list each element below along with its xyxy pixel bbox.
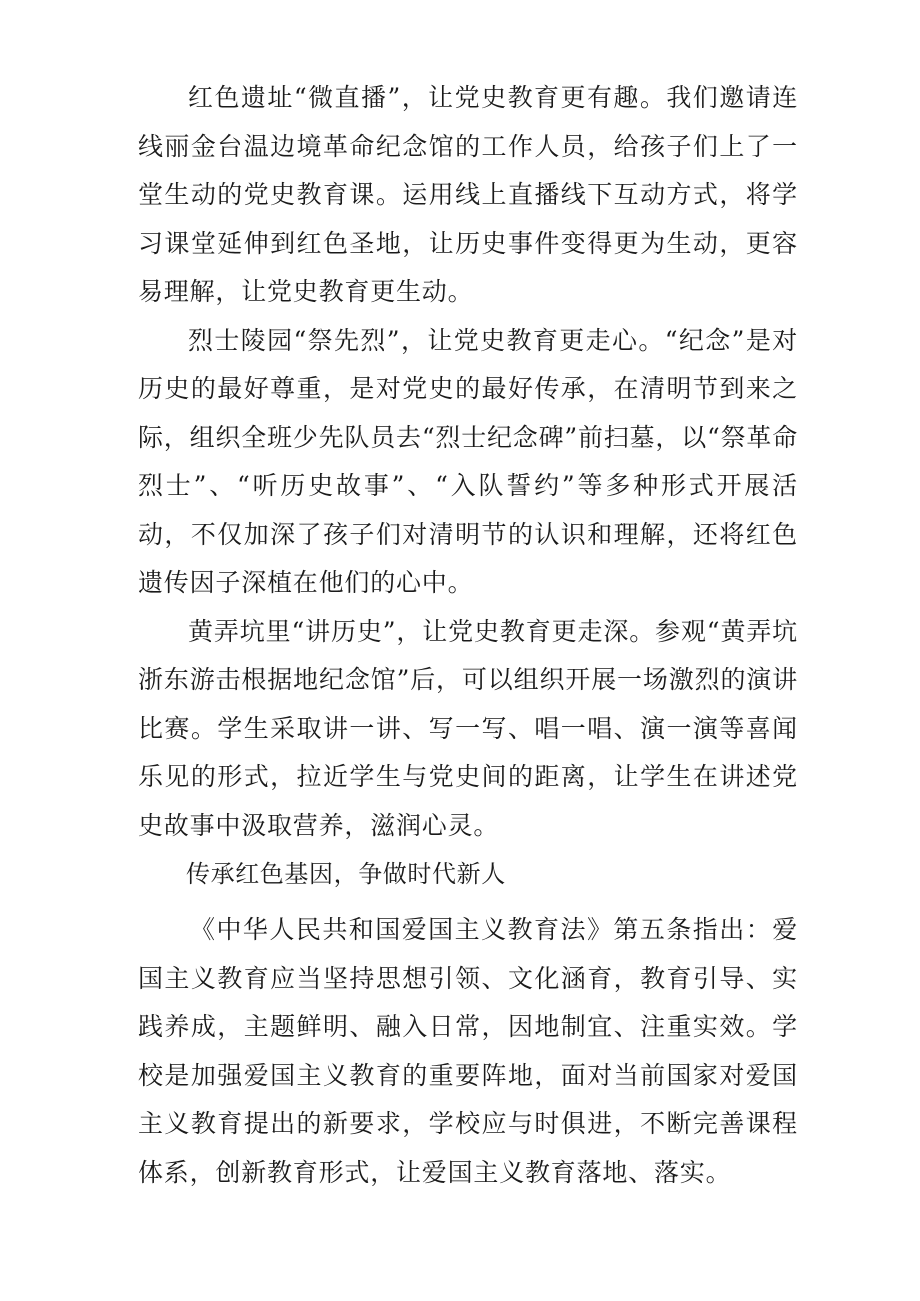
paragraph-red-site-live: 红色遗址“微直播”，让党史教育更有趣。我们邀请连线丽金台温边境革命纪念馆的工作人员，给孩子们上了一堂生动的党史教育课。运用线上直播线下互动方式，将学习课堂延伸到红色圣地，让历史事件变得更为生动，更容易理解，让党史教育更生动。 <box>138 83 798 306</box>
section-heading: 传承红色基因，争做时代新人 <box>186 860 506 888</box>
document-body <box>138 74 798 1197</box>
paragraph-martyrs-cemetery: 烈士陵园“祭先烈”，让党史教育更走心。“纪念”是对历史的最好尊重，是对党史的最好传承，在清明节到来之际，组织全班少先队员去“烈士纪念碑”前扫墓，以“祭革命烈士”、“听历史故事”、“入队誓约”等多种形式开展活动，不仅加深了孩子们对清明节的认识和理解，还将红色遗传因子深植在他们的心中。 <box>138 325 798 597</box>
paragraph-patriotic-education-law: 《中华人民共和国爱国主义教育法》第五条指出：爱国主义教育应当坚持思想引领、文化涵育，教育引导、实践养成，主题鲜明、融入日常，因地制宜、注重实效。学校是加强爱国主义教育的重要阵地，面对当前国家对爱国主义教育提出的新要求，学校应与时俱进，不断完善课程体系，创新教育形式，让爱国主义教育落地、落实。 <box>138 915 798 1187</box>
paragraph-huangnongkeng-history: 黄弄坑里“讲历史”，让党史教育更走深。参观“黄弄坑浙东游击根据地纪念馆”后，可以组织开展一场激烈的演讲比赛。学生采取讲一讲、写一写、唱一唱、演一演等喜闻乐见的形式，拉近学生与党史间的距离，让学生在讲述党史故事中汲取营养，滋润心灵。 <box>138 616 798 840</box>
